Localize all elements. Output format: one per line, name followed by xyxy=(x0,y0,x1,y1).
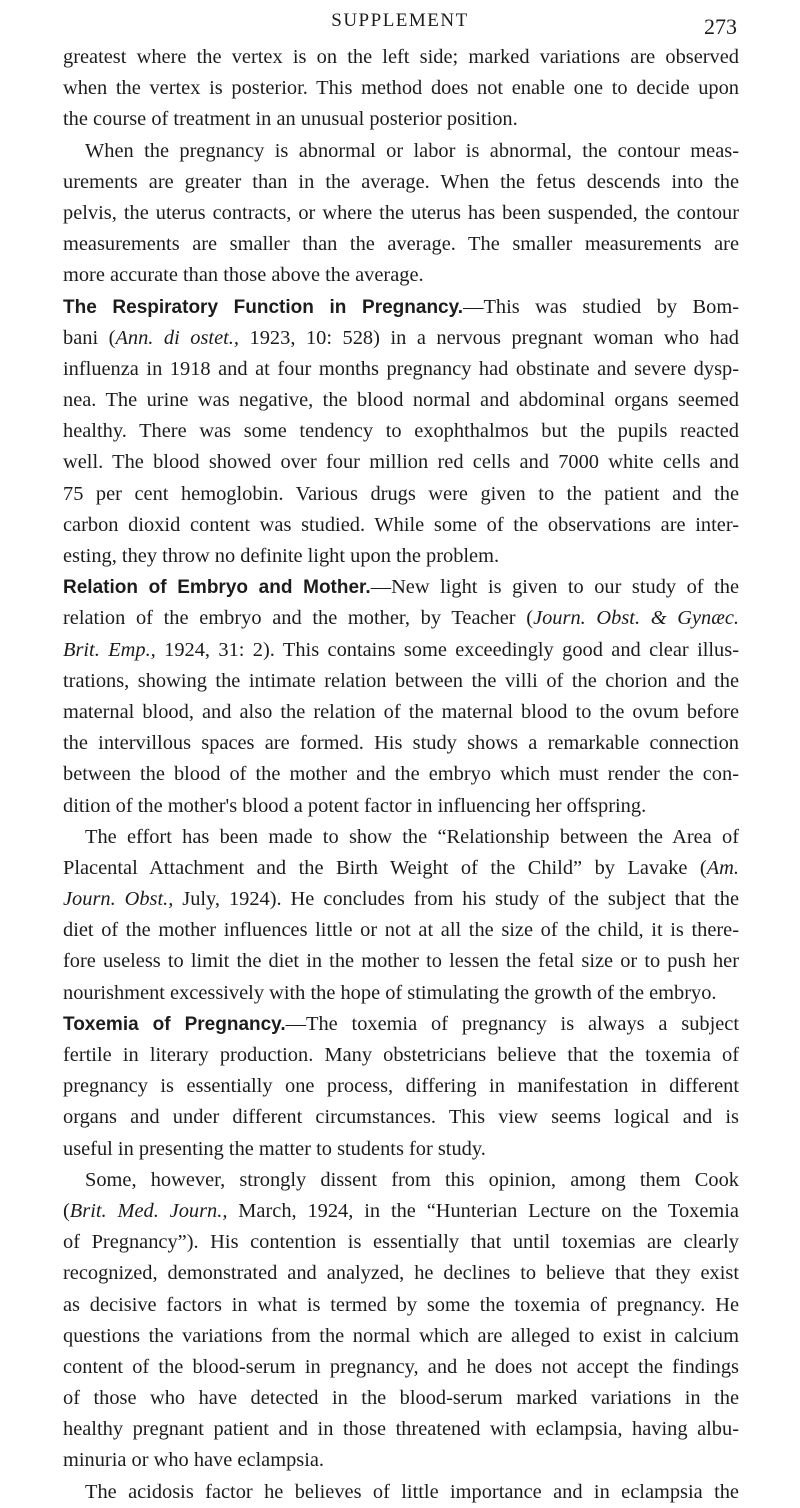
text-span: Placental Attachment and the Birth Weight of the Child” by Lavake ( xyxy=(63,856,707,879)
text-line: healthy. There was some tendency to exophthalmos but the pupils reacted xyxy=(63,420,739,443)
text-line: content of the blood-serum in pregnancy, and he does not accept the findings xyxy=(63,1355,739,1378)
text-line: when the vertex is posterior. This method does not enable one to decide upon xyxy=(63,77,739,100)
running-head: SUPPLEMENT xyxy=(331,10,469,31)
text-line xyxy=(63,1009,739,1040)
citation: Journ. Obst., xyxy=(63,888,174,911)
text-line: fertile in literary production. Many obstetricians believe that the toxemia of xyxy=(63,1044,739,1066)
text-line: When the pregnancy is abnormal or labor is abnormal, the contour meas- xyxy=(85,139,739,162)
text-line: urements are greater than in the average. When the fetus descends into the xyxy=(63,170,739,193)
citation: Brit. Med. Journ., xyxy=(69,1199,228,1222)
text-line xyxy=(63,572,739,603)
section-heading-respiratory: The Respiratory Function in Pregnancy. xyxy=(63,296,464,318)
section-heading-embryo: Relation of Embryo and Mother. xyxy=(63,577,371,599)
text-line: useful in presenting the matter to students for study. xyxy=(63,1137,486,1160)
text-line: 75 per cent hemoglobin. Various drugs were given to the patient and the xyxy=(63,482,739,505)
text-line: maternal blood, and also the relation of the maternal blood to the ovum before xyxy=(63,700,739,723)
text-line xyxy=(63,323,739,354)
text-line: the course of treatment in an unusual posterior position. xyxy=(63,108,518,131)
text-line: fore useless to limit the diet in the mother to lessen the fetal size or to push her xyxy=(63,950,739,973)
text-span: 1923, 10: 528) in a nervous pregnant woman who had xyxy=(239,326,739,349)
text-line: minuria or who have eclampsia. xyxy=(63,1449,325,1472)
text-span: —New light is given to our study of the xyxy=(370,576,739,599)
text-span: ( xyxy=(63,1199,70,1222)
text-line: questions the variations from the normal which are alleged to exist in calcium xyxy=(63,1324,739,1347)
text-span: March, 1924, in the “Hunterian Lecture on the Toxemia xyxy=(227,1199,739,1222)
text-line: of those who have detected in the blood-serum marked variations in the xyxy=(63,1387,739,1410)
text-line xyxy=(63,884,739,915)
text-line: well. The blood showed over four million red cells and 7000 white cells and xyxy=(63,451,739,474)
text-span: bani ( xyxy=(63,326,116,349)
text-line: of Pregnancy”). His contention is essentially that until toxemias are clearly xyxy=(63,1231,739,1254)
text-line: trations, showing the intimate relation between the villi of the chorion and the xyxy=(63,669,739,692)
citation: Ann. di ostet., xyxy=(115,326,240,349)
text-line: more accurate than those above the average. xyxy=(63,264,424,287)
text-line: healthy pregnant patient and in those threatened with eclampsia, having albu- xyxy=(63,1418,739,1441)
text-line xyxy=(63,1196,739,1227)
section-heading-toxemia: Toxemia of Pregnancy. xyxy=(63,1013,286,1035)
text-line: organs and under different circumstances. This view seems logical and is xyxy=(63,1106,739,1129)
text-line: greatest where the vertex is on the left side; marked variations are observed xyxy=(63,46,739,68)
text-line: recognized, demonstrated and analyzed, he declines to believe that they exist xyxy=(63,1262,739,1285)
text-span: 1924, 31: 2). This contains some exceedingly good and clear illus- xyxy=(155,638,739,661)
text-span: —This was studied by Bom- xyxy=(463,295,739,318)
page-header xyxy=(0,6,800,39)
text-line: carbon dioxid content was studied. While some of the observations are inter- xyxy=(63,513,739,536)
text-line: measurements are smaller than the average. The smaller measurements are xyxy=(63,233,739,256)
text-line: nea. The urine was negative, the blood normal and abdominal organs seemed xyxy=(63,389,739,412)
text-line: as decisive factors in what is termed by some the toxemia of pregnancy. He xyxy=(63,1293,739,1316)
text-line xyxy=(63,853,739,884)
text-span: July, 1924). He concludes from his study of the subject that the xyxy=(173,888,740,911)
text-span: relation of the embryo and the mother, by Teacher ( xyxy=(63,607,534,630)
text-line xyxy=(63,292,739,323)
text-line: diet of the mother influences little or not at all the size of the child, it is there- xyxy=(63,919,739,942)
citation: Am. xyxy=(706,856,739,879)
text-line: The acidosis factor he believes of little importance and in eclampsia the xyxy=(85,1480,739,1503)
article-body xyxy=(63,42,739,1508)
text-line: influenza in 1918 and at four months pregnancy had obstinate and severe dysp- xyxy=(63,357,739,380)
text-line: between the blood of the mother and the embryo which must render the con- xyxy=(63,763,739,786)
text-line: esting, they throw no definite light upon the problem. xyxy=(63,545,500,567)
text-line: Some, however, strongly dissent from this opinion, among them Cook xyxy=(85,1168,739,1191)
text-span: —The toxemia of pregnancy is always a subject xyxy=(285,1012,740,1035)
citation: Brit. Emp., xyxy=(63,638,156,661)
text-line: the intervillous spaces are formed. His study shows a remarkable connection xyxy=(63,732,739,755)
text-line: pregnancy is essentially one process, differing in manifestation in different xyxy=(63,1075,739,1098)
text-line: pelvis, the uterus contracts, or where the uterus has been suspended, the contour xyxy=(63,201,739,224)
text-line: dition of the mother's blood a potent factor in influencing her offspring. xyxy=(63,794,647,817)
page-number: 273 xyxy=(704,14,737,39)
text-line: nourishment excessively with the hope of stimulating the growth of the embryo. xyxy=(63,981,717,1004)
text-line xyxy=(63,635,739,666)
text-line xyxy=(63,603,739,634)
text-line: The effort has been made to show the “Relationship between the Area of xyxy=(85,825,739,848)
citation: Journ. Obst. & Gynæc. xyxy=(533,607,739,630)
